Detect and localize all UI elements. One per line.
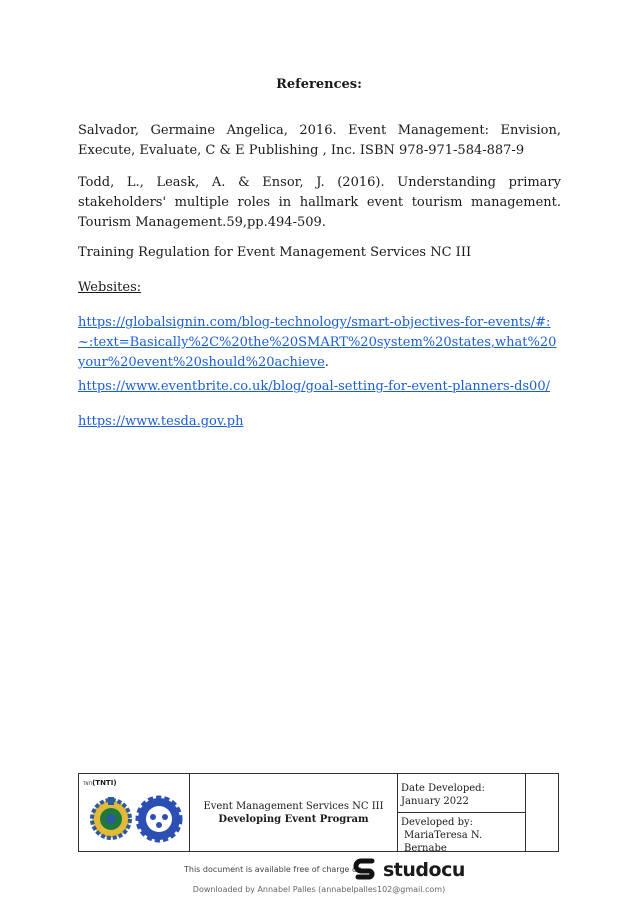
watermark-bar [0,855,638,887]
link-eventbrite[interactable]: https://www.eventbrite.co.uk/blog/goal-setting-for-event-planners-ds00/ [78,379,550,394]
module-title: Developing Event Program [218,813,369,825]
reference-training-regulation: Training Regulation for Event Management Services NC III [78,245,472,260]
developer-name: MariaTeresa N. Bernabe [404,830,483,854]
tnti-seal-icon [89,791,133,845]
tesda-gear-icon [135,791,183,845]
page-title: References: [276,77,362,92]
footer-dates-cell [398,774,526,854]
studocu-logo-icon [352,857,378,883]
developed-by-block [398,813,525,854]
footer-logo-cell [79,774,190,851]
link-globalsignin[interactable]: https://globalsignin.com/blog-technology/smart-objectives-for-events/#:~:text=Basically%2C%20the%20SMART%20system%20states,what%20your%20event%20should%20achieve [78,315,557,370]
reference-salvador: Salvador, Germaine Angelica, 2016. Event Management: Envision, Execute, Evaluate, C & E Publishing , Inc. ISBN 978-971-584-887-9 [78,123,561,158]
link-tesda-wrapper [78,412,561,432]
websites-heading: Websites: [78,280,142,295]
link-eventbrite-wrapper [78,377,561,397]
date-developed-value: January 2022 [401,796,469,807]
footer-empty-cell [526,774,558,851]
footer-table [78,773,559,852]
developed-by-label: Developed by: [401,817,474,828]
availability-note: This document is available free of charge on [184,865,362,874]
download-note: Downloaded by Annabel Palles (annabelpalles102@gmail.com) [192,885,446,894]
reference-todd: Todd, L., Leask, A. & Ensor, J. (2016). Understanding primary stakeholders' multiple roles in hallmark event tourism management. Tourism Management.59,pp.494-509. [78,175,561,230]
footer-course-cell [190,774,398,851]
institute-name: TNTI(TNTI) [83,779,117,787]
date-developed-label: Date Developed: [401,783,485,794]
link-trailing-period: . [324,355,329,370]
course-title: Event Management Services NC III [203,800,384,812]
link-tesda[interactable]: https://www.tesda.gov.ph [78,414,244,429]
studocu-brand[interactable]: studocu [383,859,465,881]
link-globalsignin-wrapper [78,313,561,373]
date-developed-block [398,774,525,813]
